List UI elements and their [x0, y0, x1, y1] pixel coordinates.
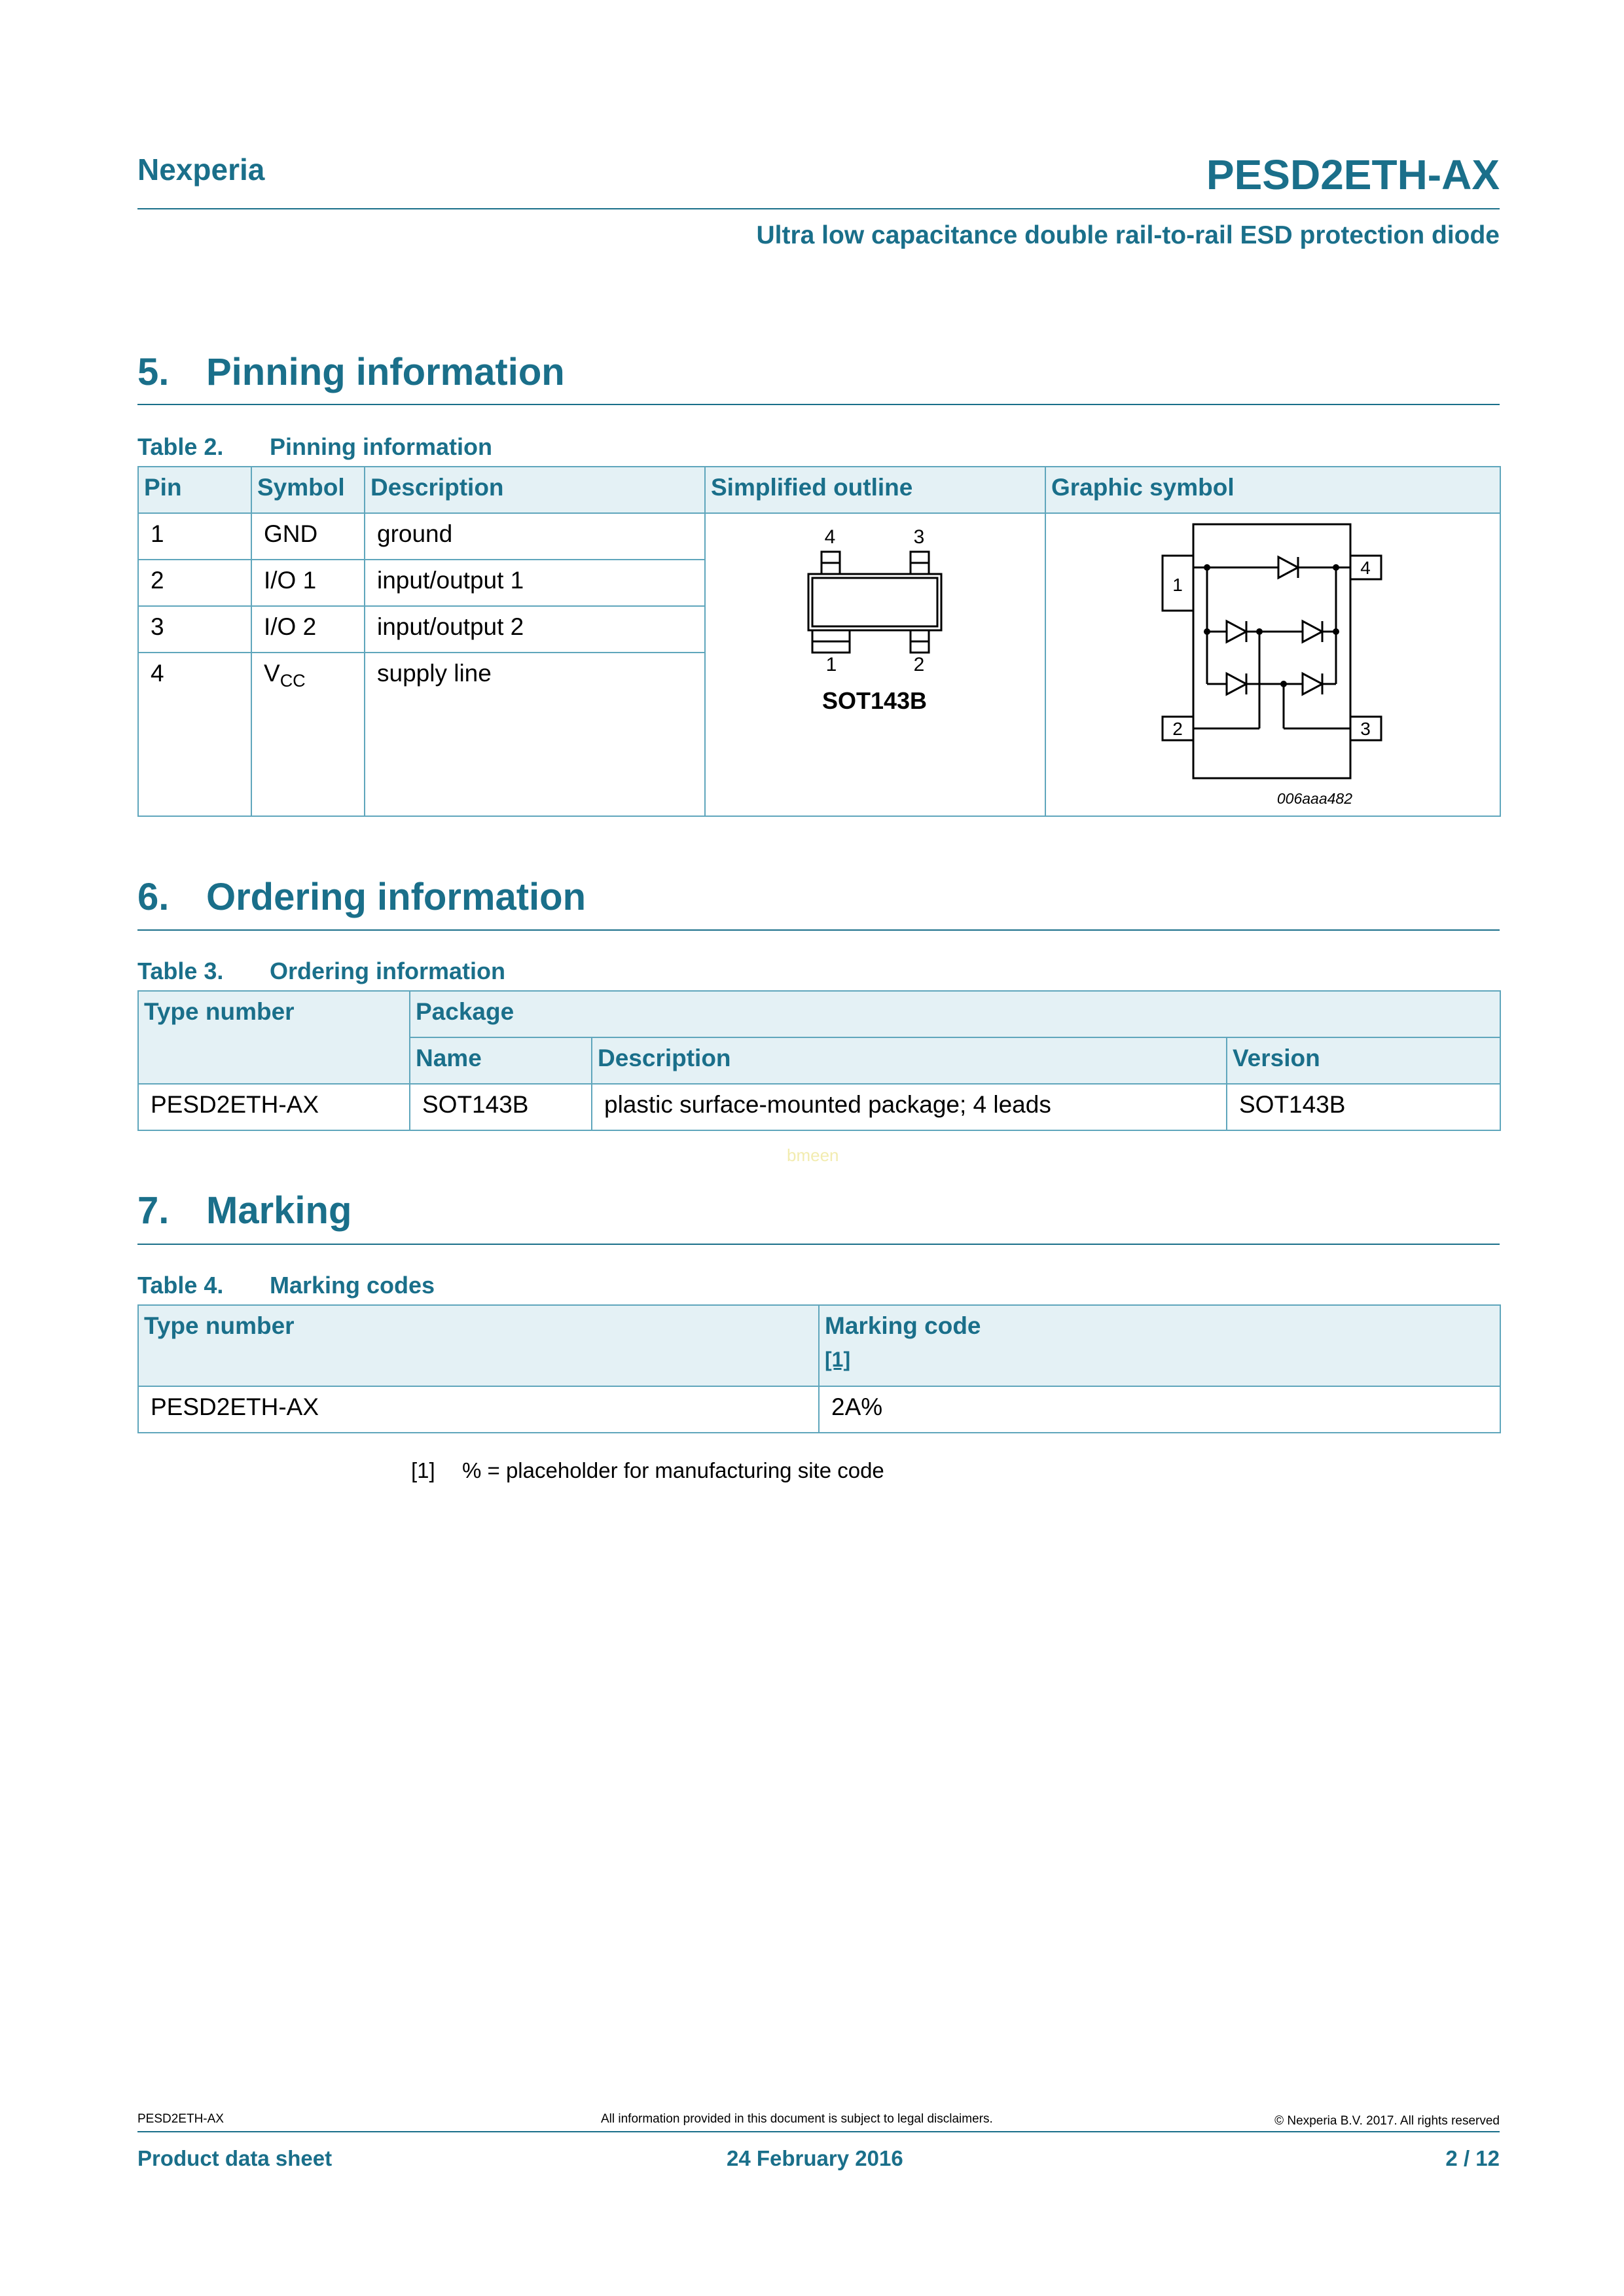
header-name: Name — [410, 1037, 592, 1084]
device-body — [1193, 524, 1350, 778]
section-divider — [137, 929, 1500, 931]
table-title: Pinning information — [270, 433, 492, 460]
graphic-symbol-cell — [1045, 513, 1500, 816]
footer-doc-type: Product data sheet — [137, 2146, 333, 2170]
diode-icon — [1303, 621, 1322, 642]
outline-pin-label: 3 — [913, 526, 925, 548]
type-number-cell: PESD2ETH-AX — [138, 1386, 819, 1433]
header-version: Version — [1227, 1037, 1500, 1084]
symbol-cell — [251, 653, 365, 816]
header-divider — [137, 208, 1500, 209]
marking-code-cell: 2A% — [819, 1386, 1500, 1433]
header-marking-code-label: Marking code — [825, 1312, 981, 1339]
table-2-caption — [137, 433, 492, 461]
section-6-heading — [137, 875, 586, 919]
table-header-row — [138, 1305, 1500, 1386]
section-divider — [137, 404, 1500, 405]
symbol-cell: I/O 2 — [251, 606, 365, 653]
schematic-pin-label: 4 — [1360, 558, 1371, 578]
table-label: Table 2. — [137, 433, 224, 460]
marking-codes-table — [137, 1304, 1501, 1433]
ordering-table — [137, 990, 1501, 1131]
header-simplified-outline: Simplified outline — [705, 467, 1045, 513]
package-name-cell: SOT143B — [410, 1084, 592, 1130]
header-description: Description — [365, 467, 705, 513]
pin-cell: 1 — [138, 513, 251, 560]
pin-cell: 3 — [138, 606, 251, 653]
pin-cell: 2 — [138, 560, 251, 606]
header-marking-code — [819, 1305, 1500, 1386]
section-number: 6. — [137, 876, 170, 918]
diode-icon — [1227, 673, 1246, 694]
package-version-cell: SOT143B — [1227, 1084, 1500, 1130]
schematic-pin-label: 3 — [1360, 719, 1371, 739]
diode-icon — [1227, 621, 1246, 642]
footer-divider — [137, 2131, 1500, 2132]
type-number-cell: PESD2ETH-AX — [138, 1084, 410, 1130]
header-type-number: Type number — [138, 991, 410, 1084]
description-cell: input/output 1 — [365, 560, 705, 606]
outline-pin-label: 2 — [913, 654, 925, 675]
table-header-row — [138, 467, 1500, 513]
header-pin: Pin — [138, 467, 251, 513]
header-symbol: Symbol — [251, 467, 365, 513]
table-header-row — [138, 991, 1500, 1037]
product-subtitle: Ultra low capacitance double rail-to-rail ESD protection diode — [756, 221, 1500, 249]
description-cell: ground — [365, 513, 705, 560]
footnote-text: % = placeholder for manufacturing site code — [462, 1458, 884, 1482]
symbol-cell: GND — [251, 513, 365, 560]
package-body — [808, 574, 941, 630]
schematic-pin-label: 1 — [1172, 575, 1183, 595]
package-description-cell: plastic surface-mounted package; 4 leads — [592, 1084, 1227, 1130]
section-number: 7. — [137, 1189, 170, 1232]
header-type-number: Type number — [138, 1305, 819, 1386]
section-5-heading — [137, 350, 565, 394]
pin-cell: 4 — [138, 653, 251, 816]
figure-code: 006aaa482 — [1276, 790, 1352, 807]
diode-icon — [1303, 673, 1322, 694]
footnote-ref: [1] — [411, 1458, 435, 1482]
table-title: Ordering information — [270, 958, 505, 984]
description-cell: supply line — [365, 653, 705, 816]
esd-diode-schematic — [1046, 514, 1498, 815]
section-7-heading — [137, 1189, 352, 1232]
package-name: SOT143B — [821, 687, 928, 714]
product-title: PESD2ETH-AX — [1206, 151, 1500, 198]
table-label: Table 4. — [137, 1272, 224, 1299]
footnote — [411, 1458, 884, 1483]
section-divider — [137, 1244, 1500, 1245]
footer-page-number: 2 / 12 — [1445, 2146, 1500, 2170]
table-row — [138, 1084, 1500, 1130]
header-package: Package — [410, 991, 1500, 1037]
pinning-table — [137, 466, 1501, 817]
footer-date: 24 February 2016 — [727, 2146, 903, 2170]
symbol-subscript: CC — [280, 671, 306, 691]
brand-name: Nexperia — [137, 152, 265, 187]
section-number: 5. — [137, 351, 170, 393]
footer-copyright: © Nexperia B.V. 2017. All rights reserved — [1274, 2114, 1500, 2128]
schematic-pin-label: 2 — [1172, 719, 1183, 739]
section-title: Pinning information — [206, 351, 565, 393]
outline-pin-label: 4 — [824, 526, 836, 548]
symbol-main: V — [264, 660, 280, 687]
footer-doc-id: PESD2ETH-AX — [137, 2112, 224, 2126]
footnote-reference-link[interactable]: [1] — [825, 1348, 851, 1371]
section-title: Marking — [206, 1189, 352, 1232]
sot143b-outline-drawing — [706, 514, 1043, 815]
header-graphic-symbol: Graphic symbol — [1045, 467, 1500, 513]
section-title: Ordering information — [206, 876, 586, 918]
description-cell: input/output 2 — [365, 606, 705, 653]
table-3-caption — [137, 958, 505, 985]
watermark-text: bmeen — [787, 1145, 839, 1165]
table-title: Marking codes — [270, 1272, 435, 1299]
table-row — [138, 1386, 1500, 1433]
diode-icon — [1278, 557, 1298, 578]
simplified-outline-cell — [705, 513, 1045, 816]
outline-pin-label: 1 — [825, 654, 837, 675]
table-label: Table 3. — [137, 958, 224, 984]
symbol-cell: I/O 1 — [251, 560, 365, 606]
header-description: Description — [592, 1037, 1227, 1084]
table-4-caption — [137, 1272, 435, 1299]
table-row — [138, 513, 1500, 560]
footer-disclaimer: All information provided in this document is subject to legal disclaimers. — [601, 2112, 993, 2126]
